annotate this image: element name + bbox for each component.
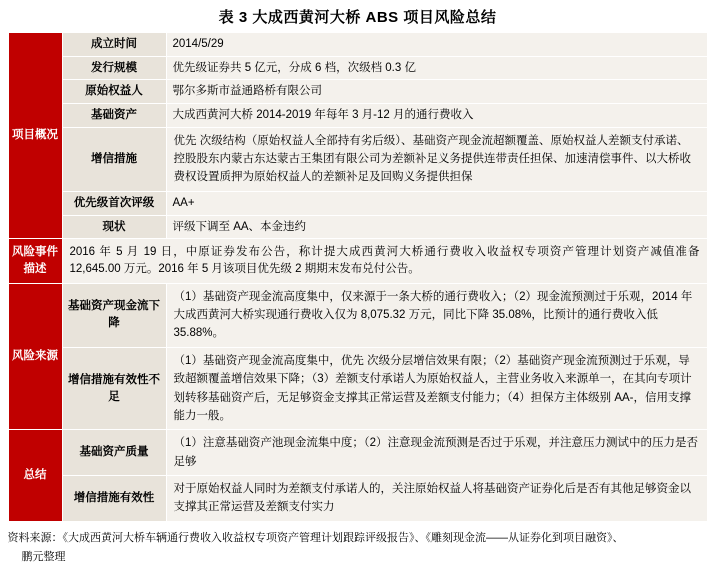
row-value: 评级下调至 AA、本金违约: [166, 215, 707, 239]
table-row: [8, 191, 707, 215]
row-label: 优先级首次评级: [62, 191, 166, 215]
row-label: 基础资产现金流下降: [62, 283, 166, 347]
table-row: [8, 239, 707, 283]
table-row: [8, 347, 707, 430]
row-value: 优先级证券共 5 亿元，分成 6 档，次级档 0.3 亿: [166, 56, 707, 80]
table-row: [8, 33, 707, 57]
row-value: 大成西黄河大桥 2014-2019 年每年 3 月-12 月的通行费收入: [166, 104, 707, 128]
row-label: 增信措施: [62, 127, 166, 191]
row-label: 基础资产: [62, 104, 166, 128]
row-value: （1）基础资产现金流高度集中，优先 次级分层增信效果有限；（2）基础资产现金流预测过于乐观，导致超额覆盖增信效果下降；（3）差额支付承诺人为原始权益人，主营业务收入来源单一，在其向专项计划转移基础资产后，无足够资金支撑其正常运营及差额支付能力；（4）担保方主体级别 AA-，信用支撑能力一般。: [166, 347, 707, 430]
table-row: [8, 476, 707, 522]
table-row: [8, 80, 707, 104]
risk-event-text: 2016 年 5 月 19 日，中原证券发布公告，称计提大成西黄河大桥通行费收入收益权专项资产管理计划资产减值准备 12,645.00 万元。2016 年 5 月该项目优先级 2 期期末发布兑付公告。: [62, 239, 707, 283]
row-value: 优先 次级结构（原始权益人全部持有劣后级）、基础资产现金流超额覆盖、原始权益人差额支付承诺、控股股东内蒙古东达蒙古王集团有限公司为差额补足义务提供连带责任担保、加速清偿事件、以大桥收费权设置质押为原始权益人的差额补足及回购义务提供担保: [166, 127, 707, 191]
table-row: [8, 104, 707, 128]
table-row: [8, 283, 707, 347]
source-note: [8, 529, 708, 566]
category-summary: 总结: [8, 430, 62, 522]
table-row: [8, 215, 707, 239]
category-overview: 项目概况: [8, 33, 62, 239]
source-line-2: 鹏元整理: [21, 550, 66, 563]
row-label: 基础资产质量: [62, 430, 166, 476]
page-title: 表 3 大成西黄河大桥 ABS 项目风险总结: [218, 9, 497, 26]
row-label: 增信措施有效性: [62, 476, 166, 522]
row-value: （1）基础资产现金流高度集中，仅来源于一条大桥的通行费收入；（2）现金流预测过于乐观，2014 年大成西黄河大桥实现通行费收入仅为 8,075.32 万元，同比下降 35.08%，比预计的通行费收入低 35.88%。: [166, 283, 707, 347]
row-label: 发行规模: [62, 56, 166, 80]
row-value: 鄂尔多斯市益通路桥有限公司: [166, 80, 707, 104]
risk-summary-table: [8, 32, 708, 522]
row-label: 增信措施有效性不足: [62, 347, 166, 430]
row-value: 2014/5/29: [166, 33, 707, 57]
category-risk-event: 风险事件描述: [8, 239, 62, 283]
row-value: （1）注意基础资产池现金流集中度；（2）注意现金流预测是否过于乐观，并注意压力测试中的压力是否足够: [166, 430, 707, 476]
row-label: 原始权益人: [62, 80, 166, 104]
category-risk-source: 风险来源: [8, 283, 62, 430]
source-line-1: 资料来源：《大成西黄河大桥车辆通行费收入收益权专项资产管理计划跟踪评级报告》、《雕刻现金流——从证券化到项目融资》、: [7, 531, 624, 544]
table-row: [8, 56, 707, 80]
row-label: 成立时间: [62, 33, 166, 57]
table-row: [8, 430, 707, 476]
table-row: [8, 127, 707, 191]
row-value: 对于原始权益人同时为差额支付承诺人的，关注原始权益人将基础资产证券化后是否有其他足够资金以支撑其正常运营及差额支付实力: [166, 476, 707, 522]
row-label: 现状: [62, 215, 166, 239]
row-value: AA+: [166, 191, 707, 215]
